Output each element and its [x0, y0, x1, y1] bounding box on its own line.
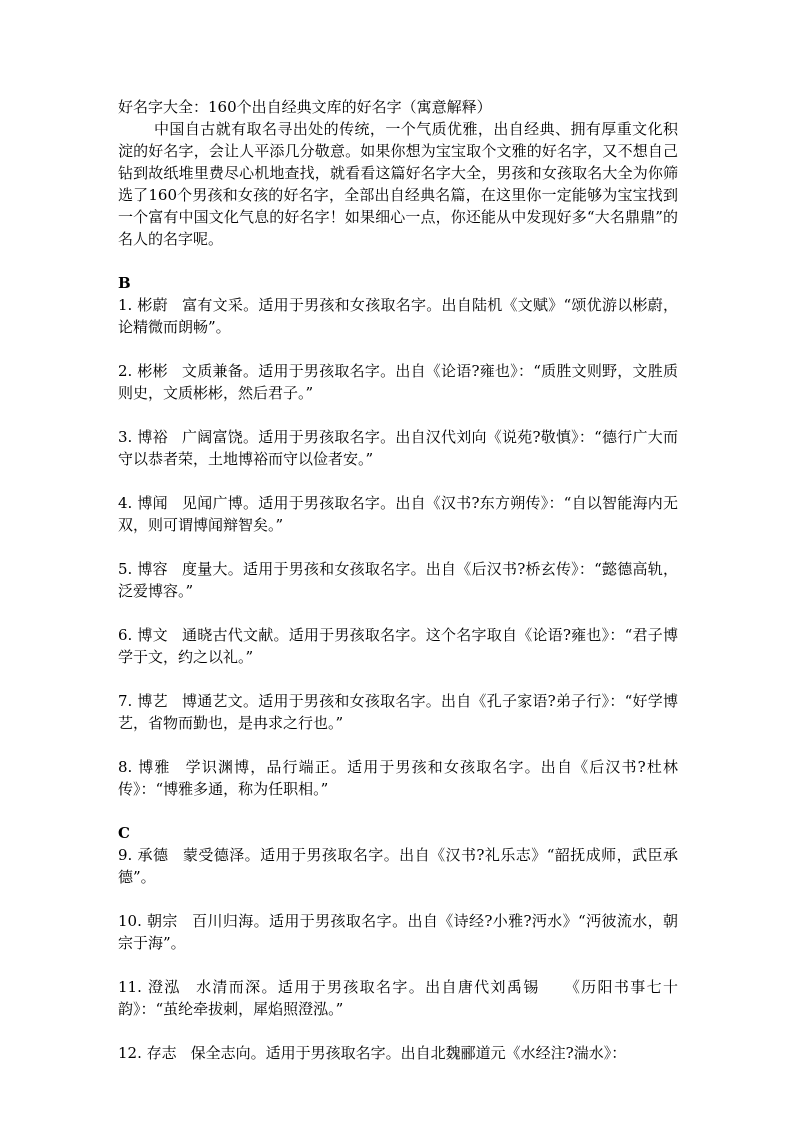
entry-name: 承德: [137, 846, 169, 864]
entry-name: 彬彬: [137, 362, 168, 380]
entry-number: 8.: [118, 758, 133, 776]
entry-description: 通晓古代文献。适用于男孩取名字。这个名字取自《论语?雍也》：“君子博学于文，约之以礼。”: [118, 626, 678, 666]
entry-number: 4.: [118, 494, 133, 512]
name-entry: [118, 1042, 678, 1064]
document-title: 好名字大全：160个出自经典文库的好名字（寓意解释）: [118, 98, 492, 116]
name-sections: [118, 272, 678, 1064]
entry-name: 博闻: [137, 494, 168, 512]
entry-description: 博通艺文。适用于男孩和女孩取名字。出自《孔子家语?弟子行》：“好学博艺，省物而勤也，是冉求之行也。”: [118, 692, 678, 732]
entry-description: 文质兼备。适用于男孩取名字。出自《论语?雍也》：“质胜文则野，文胜质则史，文质彬彬，然后君子。”: [118, 362, 678, 402]
name-entry: [118, 360, 678, 404]
name-entry: [118, 844, 678, 888]
name-entry: [118, 690, 678, 734]
entry-number: 10.: [118, 912, 142, 930]
entry-number: 5.: [118, 560, 133, 578]
document-page: [118, 96, 678, 1064]
name-entry: [118, 756, 678, 800]
section-letter: C: [118, 824, 130, 842]
intro-paragraph: 中国自古就有取名寻出处的传统，一个气质优雅，出自经典、拥有厚重文化积淀的好名字，会让人平添几分敬意。如果你想为宝宝取个文雅的好名字，又不想自己钻到故纸堆里费尽心机地查找，就看看这篇好名字大全，男孩和女孩取名大全为你筛选了160个男孩和女孩的好名字，全部出自经典名篇，在这里你一定能够为宝宝找到一个富有中国文化气息的好名字！如果细心一点，你还能从中发现好多“大名鼎鼎”的名人的名字呢。: [118, 120, 678, 248]
entry-number: 9.: [118, 846, 133, 864]
entry-description: 富有文采。适用于男孩和女孩取名字。出自陆机《文赋》“颂优游以彬蔚，论精微而朗畅”。: [118, 296, 678, 336]
entry-name: 博裕: [137, 428, 168, 446]
entry-name: 博容: [137, 560, 168, 578]
name-entry: [118, 976, 678, 1020]
entry-description: 见闻广博。适用于男孩取名字。出自《汉书?东方朔传》：“自以智能海内无双，则可谓博闻辩智矣。”: [118, 494, 678, 534]
entry-description: 学识渊博，品行端正。适用于男孩和女孩取名字。出自《后汉书?杜林传》：“博雅多通，称为任职相。”: [118, 758, 678, 798]
name-entry: [118, 624, 678, 668]
name-entry: [118, 294, 678, 338]
entry-description: 百川归海。适用于男孩取名字。出自《诗经?小雅?沔水》“沔彼流水，朝宗于海”。: [118, 912, 678, 952]
entry-description: 水清而深。适用于男孩取名字。出自唐代刘禹锡 《历阳书事七十韵》：“茧纶牵拔刺，犀焰照澄泓。”: [118, 978, 678, 1018]
entry-description: 保全志向。适用于男孩取名字。出自北魏郦道元《水经注?湍水》：: [190, 1044, 627, 1062]
name-entry: [118, 492, 678, 536]
letter-section: [118, 272, 678, 800]
entry-number: 12.: [118, 1044, 142, 1062]
entry-name: 彬蔚: [137, 296, 168, 314]
entry-number: 11.: [118, 978, 142, 996]
name-entry: [118, 426, 678, 470]
entry-name: 澄泓: [148, 978, 181, 996]
name-entry: [118, 558, 678, 602]
entry-name: 博雅: [138, 758, 171, 776]
entry-number: 7.: [118, 692, 133, 710]
entry-number: 1.: [118, 296, 133, 314]
entry-description: 度量大。适用于男孩和女孩取名字。出自《后汉书?桥玄传》：“懿德高轨，泛爱博容。”: [118, 560, 678, 600]
entry-description: 广阔富饶。适用于男孩取名字。出自汉代刘向《说苑?敬慎》：“德行广大而守以恭者荣，土地博裕而守以俭者安。”: [118, 428, 678, 468]
entry-number: 6.: [118, 626, 133, 644]
entry-description: 蒙受德泽。适用于男孩取名字。出自《汉书?礼乐志》“韶抚成师，武臣承德”。: [118, 846, 678, 886]
letter-section: [118, 822, 678, 1064]
entry-name: 存志: [146, 1044, 177, 1062]
entry-name: 朝宗: [147, 912, 178, 930]
entry-number: 3.: [118, 428, 133, 446]
entry-name: 博艺: [137, 692, 168, 710]
entry-number: 2.: [118, 362, 133, 380]
name-entry: [118, 910, 678, 954]
entry-name: 博文: [137, 626, 168, 644]
section-letter: B: [118, 274, 131, 292]
